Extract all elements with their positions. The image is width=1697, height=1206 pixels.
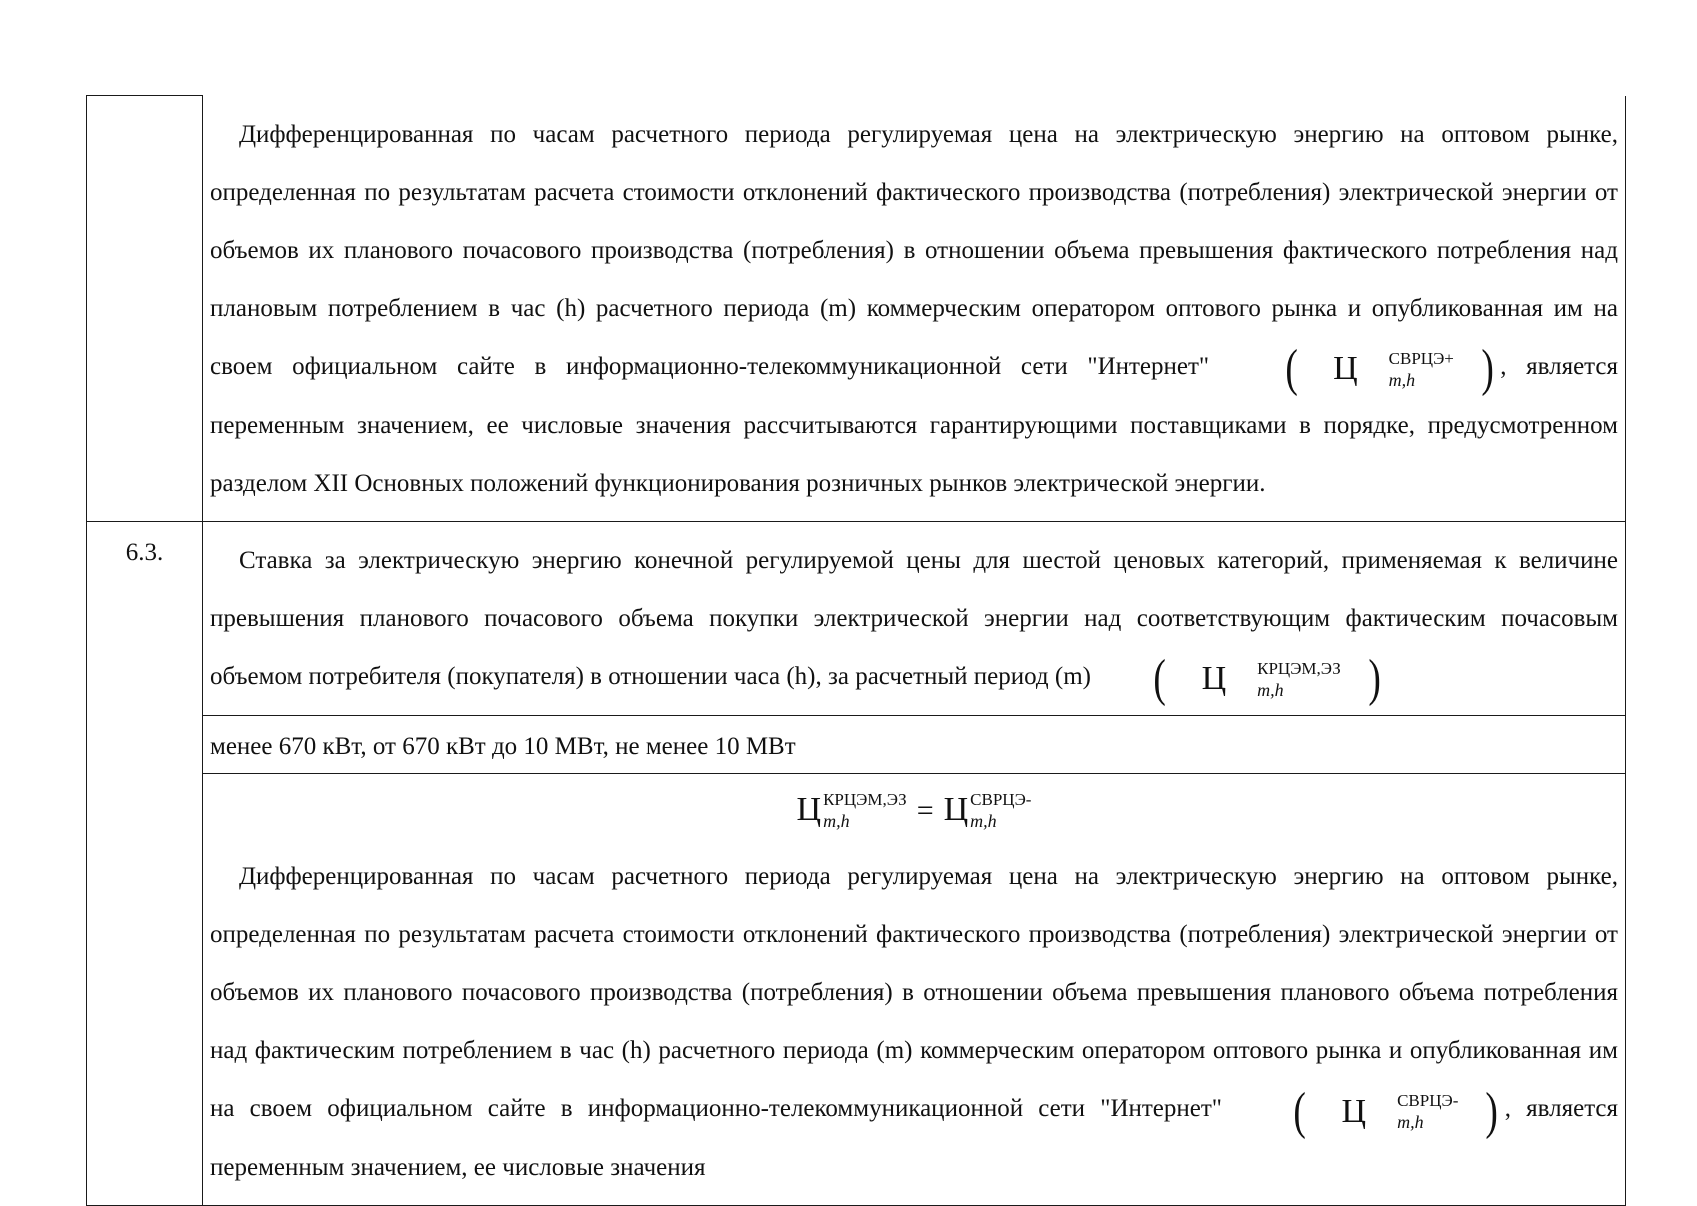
tariff-table	[86, 95, 1626, 1206]
table-row-continued	[87, 96, 1626, 522]
formula-symbol: Ц	[1333, 350, 1358, 388]
formula-subscript: m,h	[1388, 369, 1416, 390]
equation-left-superscript: КРЦЭМ,ЭЗ	[823, 789, 907, 809]
table-row-equation	[87, 774, 1626, 1206]
equation-right	[944, 790, 1032, 830]
capacity-ranges-cell	[203, 716, 1626, 774]
rate-description-text: Ставка за электрическую энергию конечной регулируемой цены для шестой ценовых категорий, применяемая к величине превышения планового почасового объема покупки электрической энергии над соответствующим фактическим почасовым объемом потребителя (покупателя) в отношении часа (h), за расчетный период (m)	[210, 546, 1618, 690]
equation-left-symbol: Ц	[796, 791, 822, 829]
equation-cell	[203, 774, 1626, 1206]
paragraph-text-tail: , является переменным значением, ее числовые значения рассчитываются гарантирующими поставщиками в порядке, предусмотренном разделом XII Основных положений функционирования розничных рынков электрической энергии.	[210, 352, 1618, 497]
equation-left-subscript: m,h	[823, 810, 850, 831]
table-row-6-3-header	[87, 521, 1626, 715]
description-paragraph	[210, 106, 1618, 513]
explanation-text: Дифференцированная по часам расчетного периода регулируемая цена на электрическую энергию на оптовом рынке, определенная по результатам расчета стоимости отклонений фактического производства (потребления) электрической энергии от объемов их планового почасового производства (потребления) в отношении объема превышения планового объема потребления над фактическим потреблением в час (h) расчетного периода (m) коммерческим оператором оптового рынка и опубликованная им на своем официальном сайте в информационно-телекоммуникационной сети "Интернет"	[210, 863, 1618, 1123]
formula-subscript: m,h	[1397, 1112, 1424, 1133]
formula-superscript: СВРЦЭ+	[1388, 348, 1454, 368]
paragraph-text: Дифференцированная по часам расчетного периода регулируемая цена на электрическую энергию на оптовом рынке, определенная по результатам расчета стоимости отклонений фактического производства (потребления) электрической энергии от объемов их планового почасового производства (потребления) в отношении объема превышения фактического потребления над плановым потреблением в час (h) расчетного периода (m) коммерческим оператором оптового рынка и опубликованная им на своем официальном сайте в информационно-телекоммуникационной сети "Интернет"	[210, 120, 1618, 380]
formula-symbol: Ц	[1341, 1092, 1367, 1130]
equation-explanation-paragraph	[210, 848, 1618, 1197]
table-row-capacity	[87, 716, 1626, 774]
row-number-cell: 6.3.	[87, 521, 203, 1206]
formula-subscript: m,h	[1257, 679, 1284, 700]
formula-symbol: Ц	[1201, 660, 1227, 698]
capacity-ranges-text: менее 670 кВт, от 670 кВт до 10 МВт, не менее 10 МВт	[210, 733, 796, 761]
equation-right-symbol: Ц	[943, 791, 969, 829]
explanation-text-tail: , является переменным значением, ее числовые значения	[210, 1095, 1619, 1182]
row-number-cell-empty	[87, 96, 203, 522]
equation-right-subscript: m,h	[970, 810, 997, 831]
description-cell	[203, 96, 1626, 522]
equation-left	[797, 790, 907, 830]
rate-description-cell	[203, 521, 1626, 715]
rate-description-paragraph	[210, 532, 1618, 707]
formula-superscript: СВРЦЭ-	[1397, 1091, 1459, 1111]
price-formula-svrce-minus: ( Ц СВРЦЭ- m,h )	[1293, 1082, 1499, 1140]
formula-superscript: КРЦЭМ,ЭЗ	[1257, 658, 1341, 678]
price-formula-krcem: ( Ц КРЦЭМ,ЭЗ m,h )	[1153, 650, 1381, 708]
equals-sign: =	[916, 793, 934, 827]
price-formula-svrce-plus: ( Ц СВРЦЭ+ m,h )	[1285, 340, 1494, 398]
equation-right-superscript: СВРЦЭ-	[970, 789, 1032, 809]
price-equation	[210, 784, 1618, 848]
